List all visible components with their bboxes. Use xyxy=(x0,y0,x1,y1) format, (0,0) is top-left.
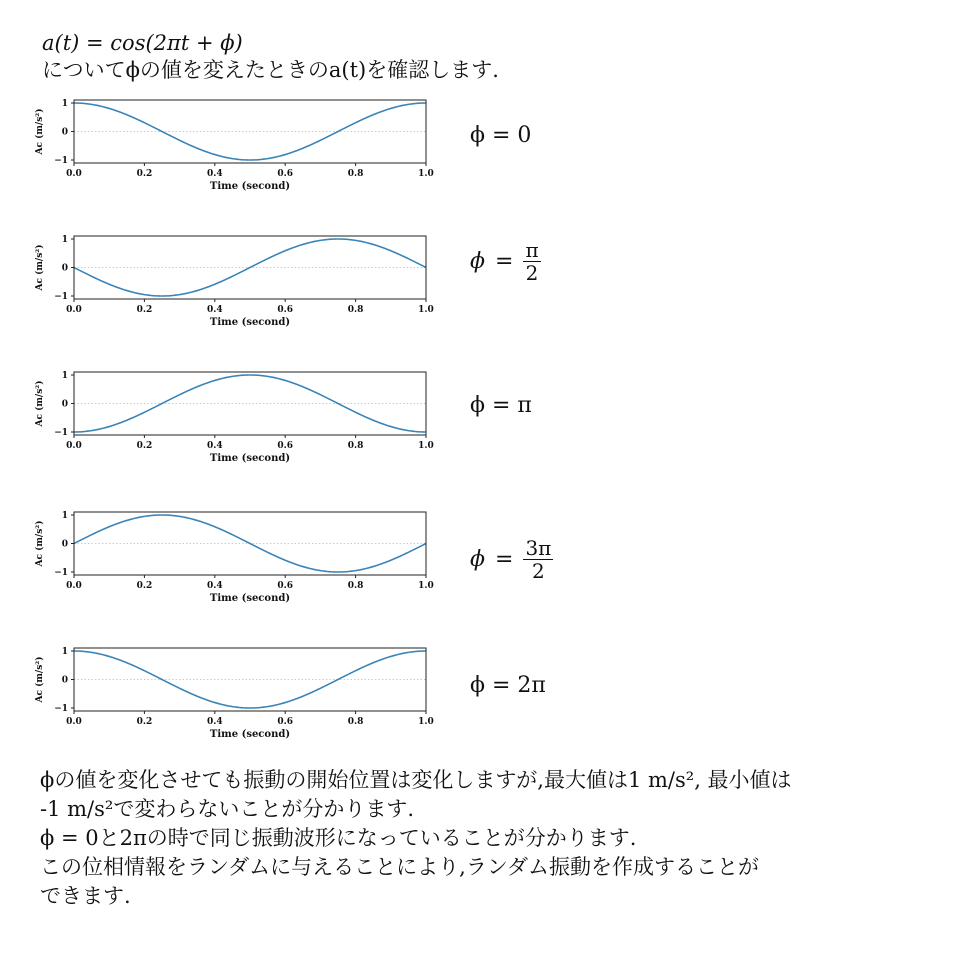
x-tick-label: 0.2 xyxy=(136,169,153,179)
x-tick-label: 0.4 xyxy=(206,169,223,179)
header xyxy=(42,30,499,84)
fraction-denominator: 2 xyxy=(525,260,539,285)
equals-sign: = xyxy=(495,546,514,572)
fraction-numerator: π xyxy=(525,237,539,262)
fraction-numerator: 3π xyxy=(525,535,552,560)
y-axis-label: Ac (m/s²) xyxy=(35,520,45,567)
y-tick-label: −1 xyxy=(54,156,68,166)
x-tick-label: 0.2 xyxy=(136,305,153,315)
x-tick-label: 0.8 xyxy=(347,169,364,179)
y-tick-label: 0 xyxy=(61,127,68,138)
x-tick-label: 1.0 xyxy=(418,717,434,727)
fraction xyxy=(523,537,553,582)
y-tick-label: −1 xyxy=(54,704,68,714)
x-axis-label: Time (second) xyxy=(209,317,291,328)
x-tick-label: 0.0 xyxy=(66,441,82,451)
y-tick-label: 1 xyxy=(61,371,68,381)
plot-phase-0 xyxy=(26,92,446,204)
x-tick-label: 0.4 xyxy=(206,581,223,591)
y-axis-label: Ac (m/s²) xyxy=(35,656,45,703)
x-tick-label: 0.0 xyxy=(66,305,82,315)
x-axis-label: Time (second) xyxy=(209,453,291,464)
y-tick-label: 0 xyxy=(61,539,68,550)
phase-label-pi xyxy=(470,380,532,430)
x-tick-label: 0.0 xyxy=(66,169,82,179)
formula: a(t) = cos(2πt + ϕ) xyxy=(42,31,243,55)
phase-label-text: ϕ = 2π xyxy=(470,672,546,698)
x-tick-label: 0.4 xyxy=(206,305,223,315)
chart-svg xyxy=(26,640,446,752)
chart-svg xyxy=(26,364,446,476)
x-axis-label: Time (second) xyxy=(209,729,291,740)
y-tick-label: 1 xyxy=(61,99,68,109)
y-axis-label: Ac (m/s²) xyxy=(35,244,45,291)
x-tick-label: 0.8 xyxy=(347,305,364,315)
phase-label-2pi xyxy=(470,660,546,710)
description: についてϕの値を変えたときのa(t)を確認します. xyxy=(42,58,499,82)
phase-label-pi-2 xyxy=(470,236,541,286)
x-tick-label: 0.6 xyxy=(277,581,294,591)
x-tick-label: 0.6 xyxy=(277,717,294,727)
footer-line: この位相情報をランダムに与えることにより,ランダム振動を作成することが xyxy=(40,855,759,879)
equals-sign: = xyxy=(495,248,514,274)
x-tick-label: 0.8 xyxy=(347,581,364,591)
x-tick-label: 0.4 xyxy=(206,441,223,451)
x-axis-label: Time (second) xyxy=(209,593,291,604)
y-axis-label: Ac (m/s²) xyxy=(35,380,45,427)
x-tick-label: 0.0 xyxy=(66,581,82,591)
x-tick-label: 0.2 xyxy=(136,441,153,451)
phase-label-0 xyxy=(470,110,531,160)
y-tick-label: −1 xyxy=(54,292,68,302)
footer-text xyxy=(40,766,900,911)
phase-label-text: ϕ = 0 xyxy=(470,122,532,148)
footer-line: ϕ = 0と2πの時で同じ振動波形になっていることが分かります. xyxy=(40,826,637,850)
x-tick-label: 1.0 xyxy=(418,441,434,451)
y-tick-label: 0 xyxy=(61,675,68,686)
y-axis-label: Ac (m/s²) xyxy=(35,108,45,155)
x-tick-label: 0.6 xyxy=(277,169,294,179)
x-tick-label: 0.8 xyxy=(347,441,364,451)
y-tick-label: −1 xyxy=(54,428,68,438)
x-tick-label: 1.0 xyxy=(418,305,434,315)
chart-svg xyxy=(26,92,446,204)
y-tick-label: −1 xyxy=(54,568,68,578)
fraction-denominator: 2 xyxy=(532,558,545,583)
x-tick-label: 1.0 xyxy=(418,169,434,179)
x-tick-label: 0.4 xyxy=(206,717,223,727)
y-tick-label: 1 xyxy=(61,235,68,245)
phi-symbol: ϕ xyxy=(470,546,485,572)
y-tick-label: 0 xyxy=(61,263,68,274)
x-tick-label: 0.0 xyxy=(66,717,82,727)
phase-label-text: ϕ = π xyxy=(470,392,532,418)
y-tick-label: 1 xyxy=(61,647,68,657)
x-axis-label: Time (second) xyxy=(209,181,291,192)
fraction xyxy=(523,239,540,284)
x-tick-label: 0.6 xyxy=(277,305,294,315)
plot-phase-pi-2 xyxy=(26,228,446,340)
phi-symbol: ϕ xyxy=(470,248,485,274)
plot-phase-2pi xyxy=(26,640,446,752)
footer-line: -1 m/s²で変わらないことが分かります. xyxy=(40,797,414,821)
x-tick-label: 0.2 xyxy=(136,717,153,727)
phase-label-3pi-2 xyxy=(470,534,553,584)
x-tick-label: 0.2 xyxy=(136,581,153,591)
y-tick-label: 1 xyxy=(61,511,68,521)
plot-phase-3pi-2 xyxy=(26,504,446,616)
plot-phase-pi xyxy=(26,364,446,476)
x-tick-label: 0.6 xyxy=(277,441,294,451)
footer-line: ϕの値を変化させても振動の開始位置は変化しますが,最大値は1 m/s², 最小値は xyxy=(40,768,792,792)
y-tick-label: 0 xyxy=(61,399,68,410)
x-tick-label: 1.0 xyxy=(418,581,434,591)
x-tick-label: 0.8 xyxy=(347,717,364,727)
chart-svg xyxy=(26,228,446,340)
footer-line: できます. xyxy=(40,884,131,908)
chart-svg xyxy=(26,504,446,616)
